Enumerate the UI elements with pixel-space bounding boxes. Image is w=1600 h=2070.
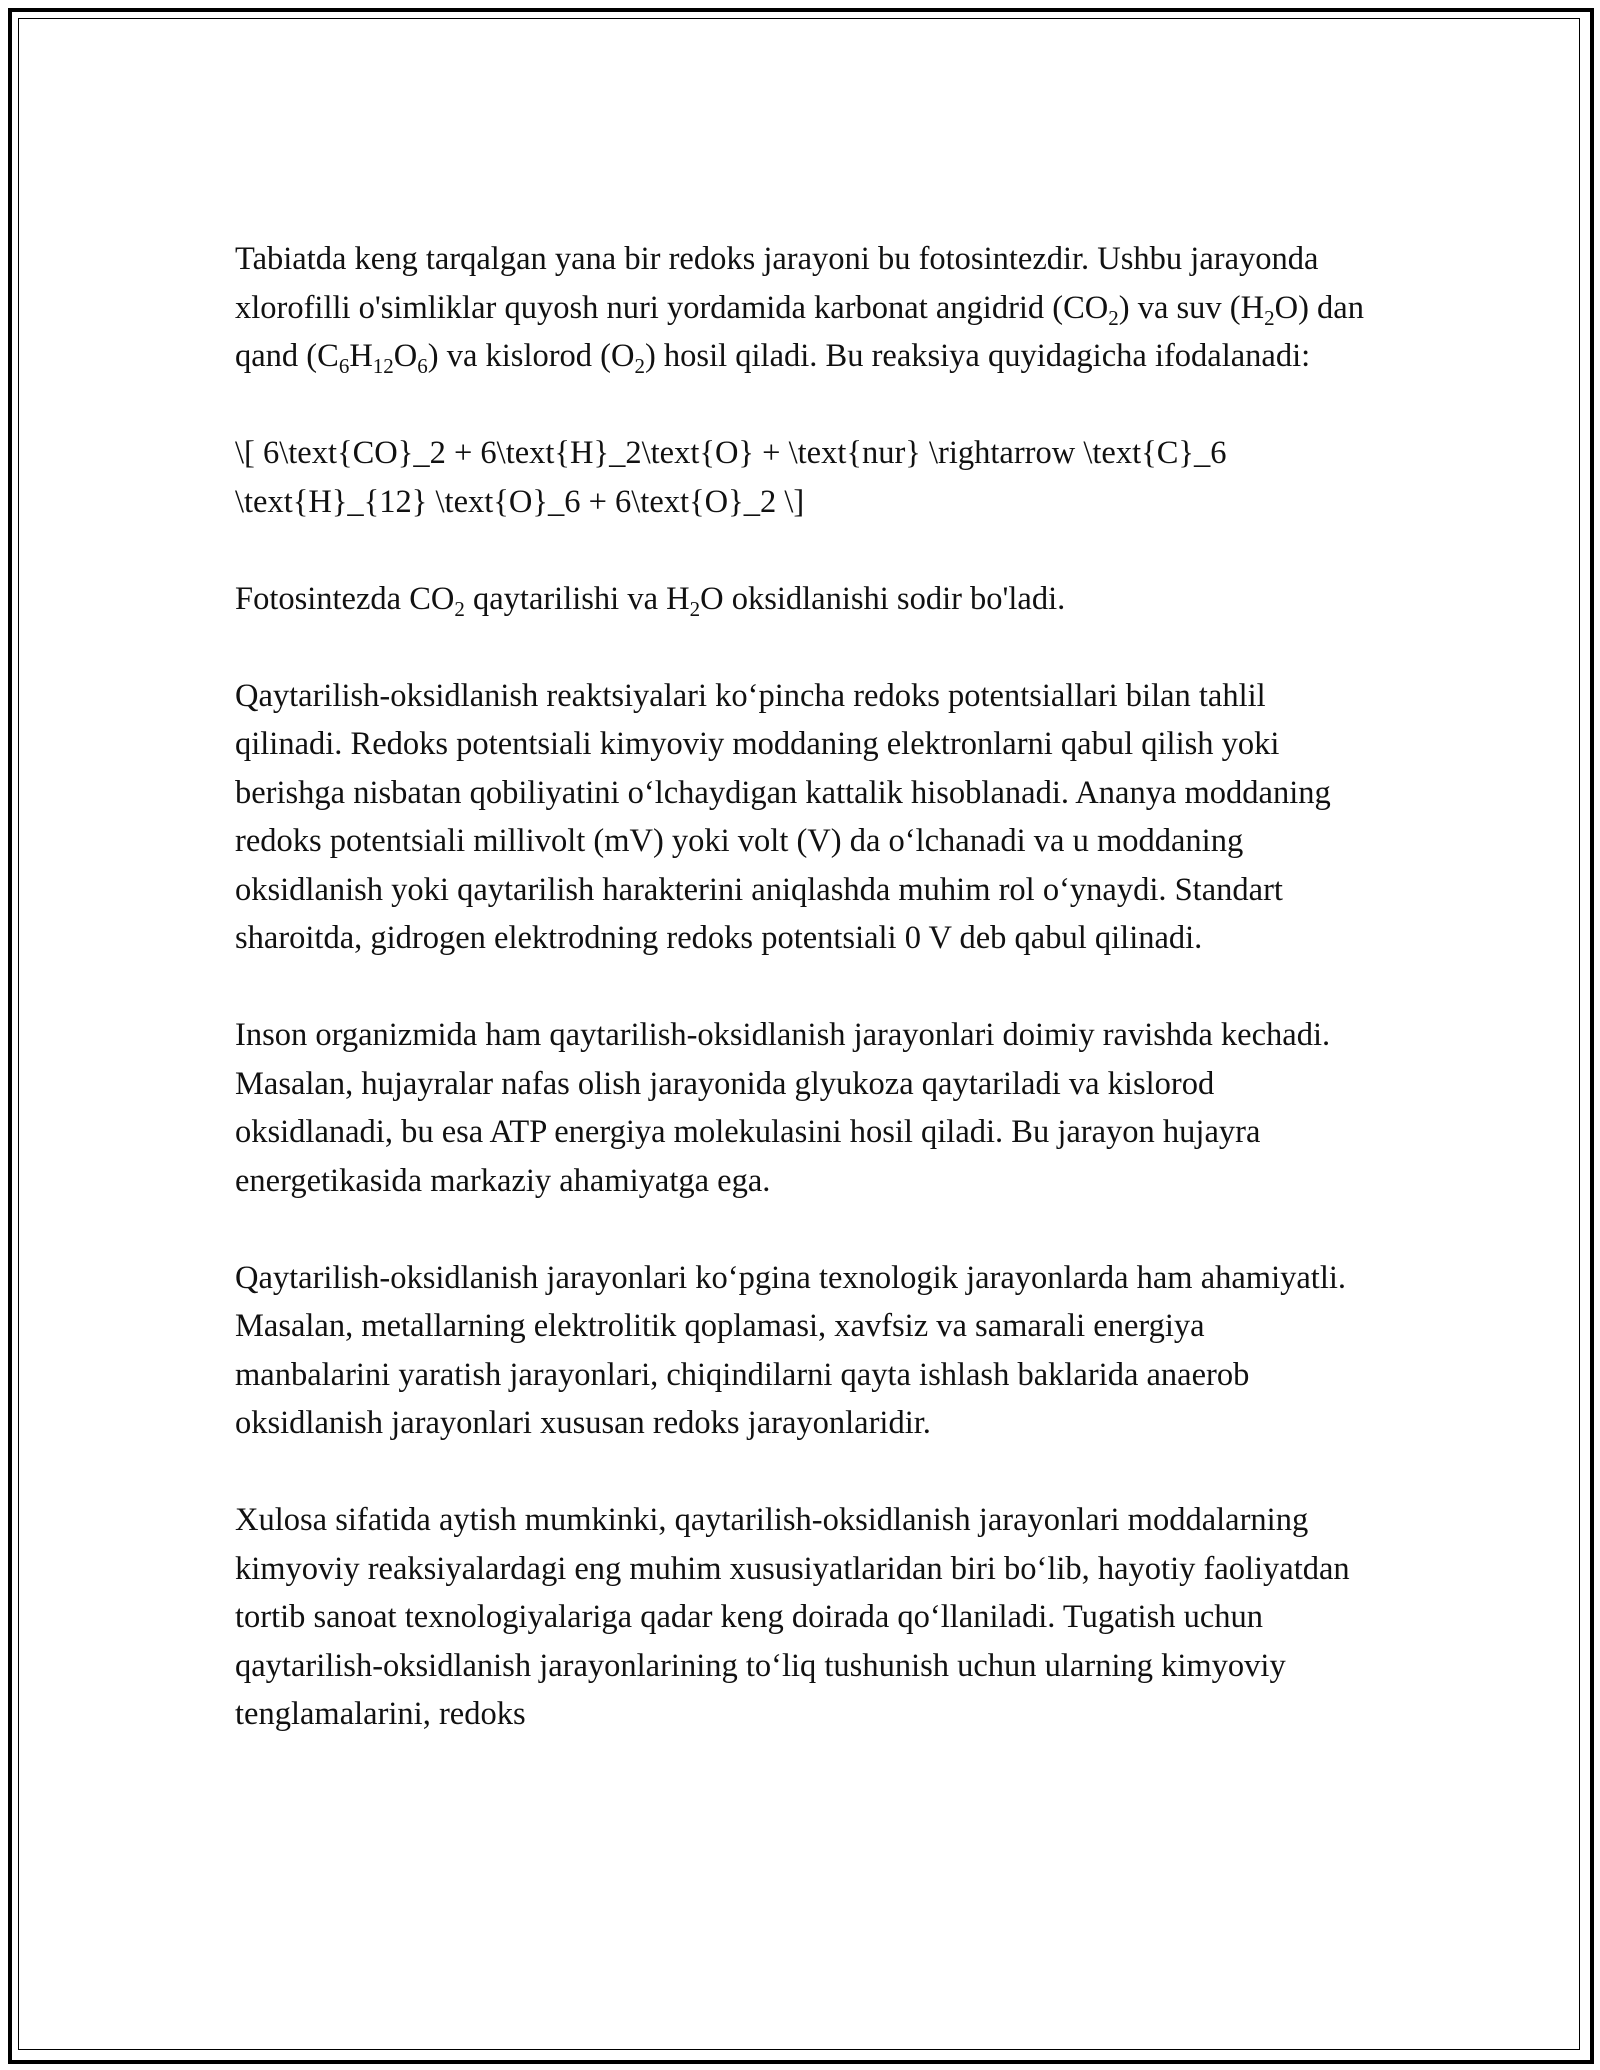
subscript: 2 [689,596,701,621]
text-run: qaytarilishi va H [464,580,690,617]
text-run: ) va kislorod (O [427,338,635,374]
text-run: Fotosintezda CO [235,580,455,617]
paragraph-redox-potential: Qaytarilish-oksidlanish reaktsiyalari ko‘pincha redoks potentsiallari bilan tahlil qilinadi. Redoks potentsiali kimyoviy moddaning elektronlarni qabul qilish yoki berishga nisbatan qobiliyatini o‘lchaydigan kattalik hisoblanadi. Ananya moddaning redoks potentsiali millivolt (mV) yoki volt (V) da o‘lchanadi va u moddaning oksidlanish yoki qaytarilish harakterini aniqlashda muhim rol o‘ynaydi. Standart sharoitda, gidrogen elektrodning redoks potentsiali 0 V deb qabul qilinadi. [235,677,1331,956]
subscript: 2 [454,596,465,621]
text-run: ) hosil qiladi. Bu reaksiya quyidagicha ifodalanadi: [644,338,1311,374]
subscript: 12 [372,354,394,378]
paragraph-technology: Qaytarilish-oksidlanish jarayonlari ko‘pgina texnologik jarayonlarda ham ahamiyatli. Masalan, metallarning elektrolitik qoplamasi, xavfsiz va samarali energiya manbalarini yaratish jarayonlari, chiqindilarni qayta ishlash baklarida anaerob oksidlanish jarayonlari xususan redoks jarayonlaridir. [235,1259,1346,1441]
text-run: ) va suv (H [1118,289,1265,326]
subscript: 2 [1108,305,1119,330]
subscript: 6 [417,354,428,378]
equation-latex: \[ 6\text{CO}_2 + 6\text{H}_2\text{O} + \text{nur} \rightarrow \text{C}_6 \text{H}_{12} \text{O}_6 + 6\text{O}_2 \] [235,435,1227,520]
text-run: O oksidlanishi sodir bo'ladi. [700,580,1066,617]
subscript: 2 [634,354,645,378]
text-run: O) dan qand (C [235,289,1364,374]
paragraph-human-body: Inson organizmida ham qaytarilish-oksidlanish jarayonlari doimiy ravishda kechadi. Masalan, hujayralar nafas olish jarayonida glyukoza qaytariladi va kislorod oksidlanadi, bu esa ATP energiya molekulasini hosil qiladi. Bu jarayon hujayra energetikasida markaziy ahamiyatga ega. [235,1017,1331,1199]
subscript: 2 [1264,305,1275,330]
document-body [235,235,1365,1787]
paragraph-conclusion: Xulosa sifatida aytish mumkinki, qaytarilish-oksidlanish jarayonlari moddalarning kimyoviy reaksiyalardagi eng muhim xususiyatlaridan biri bo‘lib, hayotiy faoliyatdan tortib sanoat texnologiyalariga qadar keng doirada qo‘llaniladi. Tugatish uchun qaytarilish-oksidlanish jarayonlarining to‘liq tushunish uchun ularning kimyoviy tenglamalarini, redoks [235,1502,1350,1732]
subscript: 6 [338,354,350,378]
paragraph-photosynthesis-summary [235,575,1365,624]
text-run: O [393,338,418,374]
text-run: Tabiatda keng tarqalgan yana bir redoks jarayoni bu fotosintezdir. Ushbu jarayonda xlorofilli o'simliklar quyosh nuri yordamida karbonat angidrid (CO [235,241,1319,326]
text-run: H [349,338,373,374]
paragraph-photosynthesis-intro [235,235,1365,381]
